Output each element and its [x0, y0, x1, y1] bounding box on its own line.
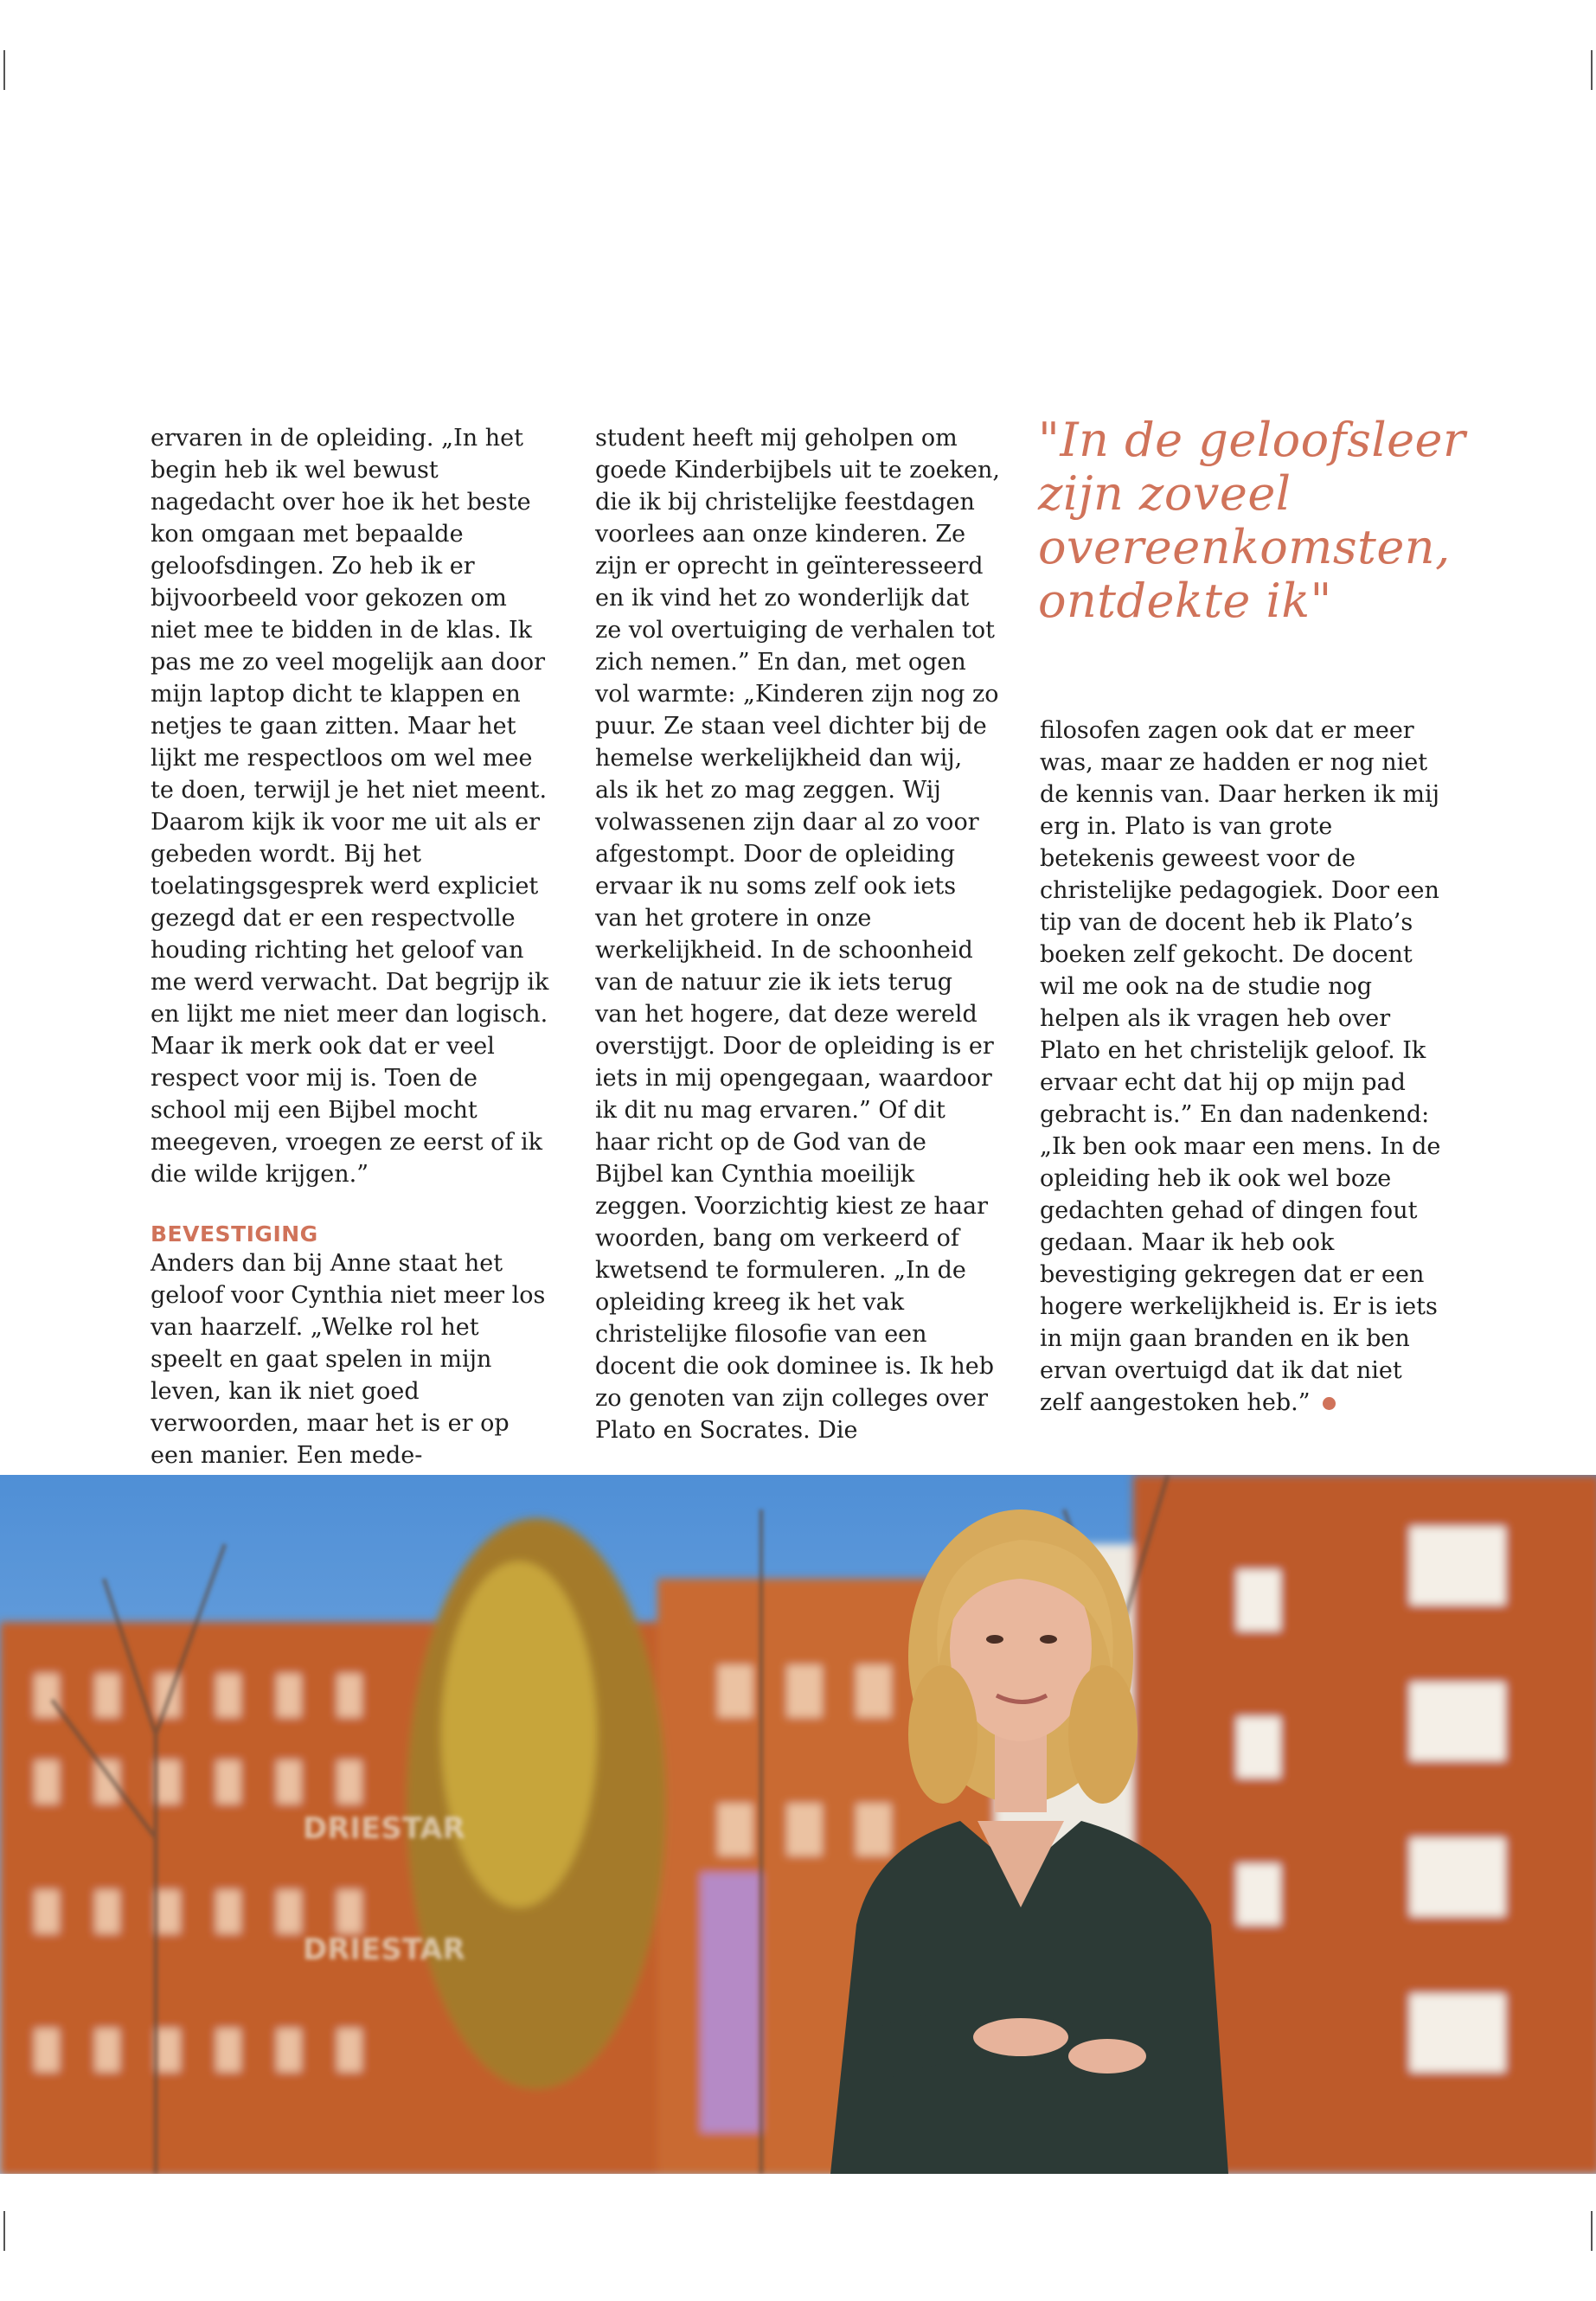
crop-mark-top-right — [1591, 50, 1593, 90]
crop-mark-bottom-left — [3, 2211, 5, 2251]
paragraph-text: filosofen zagen ook dat er meer was, maar ze hadden er nog niet de kennis van. Daar herken ik mij erg in. Plato is van grote betekenis geweest voor de christelijke pedagogiek. Door een tip van de docent heb ik Plato’s boeken zelf gekocht. De docent wil me ook na de studie nog helpen als ik vragen heb over Plato en het christelijk geloof. Ik ervaar echt dat hij op mijn pad gebracht is.” En dan nadenkend: „Ik ben ook maar een mens. In de opleiding heb ik ook wel boze gedachten gehad of dingen fout gedaan. Maar ik heb ook bevestiging gekregen dat er een hogere werkelijkheid is. Er is iets in mijn gaan branden en ik ben ervan overtuigd dat ik dat niet zelf aangestoken heb.” — [1040, 717, 1441, 1416]
paragraph: ervaren in de opleiding. „In het begin heb ik wel bewust nagedacht over hoe ik het beste kon omgaan met bepaalde geloofsdingen. Zo heb ik er bijvoorbeeld voor gekozen om niet mee te bidden in de klas. Ik pas me zo veel mogelijk aan door mijn laptop dicht te klappen en netjes te gaan zitten. Maar het lijkt me respectloos om wel mee te doen, terwijl je het niet meent. Daarom kijk ik voor me uit als er gebeden wordt. Bij het toelatingsgesprek werd expliciet gezegd dat er een respectvolle houding richting het geloof van me werd verwacht. Dat begrijp ik en lijkt me niet meer dan logisch. Maar ik merk ook dat er veel respect voor mij is. Toen de school mij een Bijbel mocht meegeven, vroegen ze eerst of ik die wilde krijgen.” — [151, 425, 549, 1188]
sign-text: DRIESTAR — [303, 1811, 465, 1846]
paragraph — [1040, 715, 1446, 1419]
crop-mark-bottom-right — [1591, 2211, 1593, 2251]
text-column-2 — [595, 422, 1002, 1446]
pull-quote: "In de geloofsleer zijn zoveel overeenkomsten, ontdekte ik" — [1038, 413, 1466, 628]
portrait-photo — [0, 1475, 1596, 2174]
paragraph: student heeft mij geholpen om goede Kinderbijbels uit te zoeken, die ik bij christelijke feestdagen voorlees aan onze kinderen. Ze zijn er oprecht in geïnteresseerd en ik vind het zo wonderlijk dat ze vol overtuiging de verhalen tot zich nemen.” En dan, met ogen vol warmte: „Kinderen zijn nog zo puur. Ze staan veel dichter bij de hemelse werkelijkheid dan wij, als ik het zo mag zeggen. Wij volwassenen zijn daar al zo voor afgestompt. Door de opleiding ervaar ik nu soms zelf ook iets van het grotere in onze werkelijkheid. In de schoonheid van de natuur zie ik iets terug van het hogere, dat deze wereld overstijgt. Door de opleiding is er iets in mij opengegaan, waardoor ik dit nu mag ervaren.” Of dit haar richt op de God van de Bijbel kan Cynthia moeilijk zeggen. Voorzichtig kiest ze haar woorden, bang om verkeerd of kwetsend te formuleren. „In de opleiding kreeg ik het vak christelijke filosofie van een docent die ook dominee is. Ik heb zo genoten van zijn colleges over Plato en Socrates. Die — [595, 425, 1000, 1444]
crop-mark-top-left — [3, 50, 5, 90]
section-heading: BEVESTIGING — [151, 1221, 318, 1247]
photo-illustration — [0, 1475, 1596, 2174]
text-column-3 — [1040, 715, 1446, 1419]
sign-text: DRIESTAR — [303, 1932, 465, 1967]
paragraph: Anders dan bij Anne staat het geloof voor Cynthia niet meer los van haarzelf. „Welke rol het speelt en gaat spelen in mijn leven, kan ik niet goed verwoorden, maar het is er op een manier. Een mede- — [151, 1250, 546, 1469]
text-column-1 — [151, 422, 557, 1471]
end-mark-icon — [1323, 1397, 1336, 1410]
